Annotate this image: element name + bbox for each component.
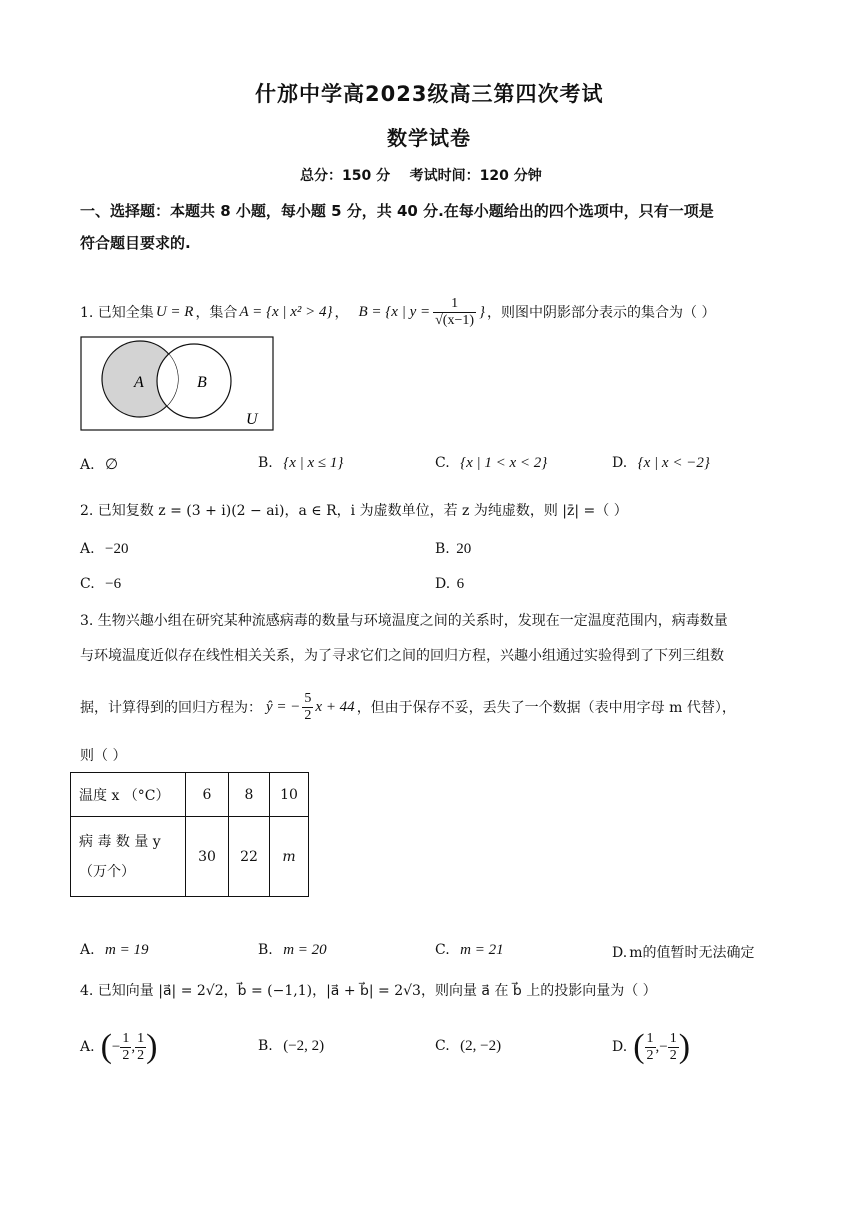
option-key: D. <box>612 1039 628 1055</box>
option-key: C. <box>435 455 450 471</box>
option-text: m = 19 <box>105 942 149 958</box>
option-key: C. <box>435 942 450 958</box>
table-header-line2: （万个） <box>79 863 135 880</box>
q4-option-b[interactable] <box>258 1038 324 1055</box>
q3-eq-num: 5 <box>304 691 312 707</box>
q1-mid: ，集合 <box>195 305 238 321</box>
option-text: (−2, 2) <box>283 1038 325 1054</box>
option-text: m = 21 <box>460 942 504 958</box>
section-heading-line2: 符合题目要求的. <box>80 234 191 252</box>
option-key: B. <box>258 942 273 958</box>
table-row <box>71 773 309 817</box>
option-text: 20 <box>456 541 472 557</box>
table-cell: m <box>270 817 309 897</box>
comma: , <box>131 1038 136 1055</box>
section-heading-line1: 一、选择题：本题共 8 小题，每小题 5 分，共 40 分.在每小题给出的四个选项中，只有一项是 <box>80 202 714 220</box>
option-key: D. <box>612 945 628 961</box>
q4-option-a[interactable] <box>80 1024 157 1070</box>
q1-option-b[interactable] <box>258 455 343 472</box>
q2-option-c[interactable] <box>80 576 121 593</box>
q2-option-a[interactable] <box>80 541 128 558</box>
sign: − <box>111 1038 121 1055</box>
q2-option-b[interactable] <box>435 541 471 558</box>
question-3-line1: 3. 生物兴趣小组在研究某种流感病毒的数量与环境温度之间的关系时，发现在一定温度范围内，病毒数量 <box>80 613 728 629</box>
option-text: {x | 1 < x < 2} <box>460 455 548 471</box>
denominator: 2 <box>137 1047 145 1063</box>
question-1-stem <box>80 290 715 334</box>
q1-prefix: 1. 已知全集 <box>80 305 154 321</box>
q1-option-c[interactable] <box>435 455 547 472</box>
exam-meta: 总分：150 分 考试时间：120 分钟 <box>300 168 542 184</box>
q1-option-d[interactable] <box>612 455 710 472</box>
question-3-line2: 与环境温度近似存在线性相关关系，为了寻求它们之间的回归方程，兴趣小组通过实验得到了下列三组数 <box>80 648 724 664</box>
comma: , <box>655 1038 660 1055</box>
q1-set-b-fraction <box>433 296 476 328</box>
option-text: −6 <box>105 576 122 592</box>
q4-option-c[interactable] <box>435 1038 501 1055</box>
paren-right: ) <box>146 1028 158 1065</box>
option-text: {x | x ≤ 1} <box>283 455 344 471</box>
table-cell-header: 温度 x （°C） <box>71 773 186 817</box>
option-text: {x | x < −2} <box>637 455 710 471</box>
q1-set-b-den: √(x−1) <box>435 312 475 328</box>
paren-right: ) <box>678 1028 691 1065</box>
option-text: ∅ <box>105 457 119 473</box>
q3-eq-den: 2 <box>304 707 312 723</box>
numerator: 1 <box>669 1031 677 1047</box>
option-key: C. <box>80 576 95 592</box>
table-cell: 22 <box>229 817 270 897</box>
option-key: A. <box>80 541 95 557</box>
option-key: A. <box>80 1039 95 1055</box>
venn-label-u: U <box>246 411 258 428</box>
venn-label-a: A <box>134 374 144 391</box>
q3-eq-rhs: x + 44 <box>315 698 355 715</box>
option-key: C. <box>435 1038 450 1054</box>
q3-option-b[interactable] <box>258 942 327 959</box>
denominator: 2 <box>122 1047 130 1063</box>
table-cell: 10 <box>270 773 309 817</box>
question-4-stem: 4. 已知向量 |a⃗| = 2√2，b⃗ = (−1,1)，|a⃗ + b⃗| = 2√3，则向量 a⃗ 在 b⃗ 上的投影向量为（ ） <box>80 983 657 999</box>
numerator: 1 <box>137 1031 145 1047</box>
venn-label-b: B <box>197 374 207 391</box>
option-key: B. <box>435 541 450 557</box>
table-header-line1: 病 毒 数 量 y <box>79 833 161 850</box>
option-text: −20 <box>105 541 129 557</box>
question-3-line3 <box>80 685 736 729</box>
question-2-stem: 2. 已知复数 z = (3 + i)(2 − ai)，a ∈ R，i 为虚数单位，若 z 为纯虚数，则 |z̄| =（ ） <box>80 503 628 519</box>
table-row <box>71 817 309 897</box>
q3-line3-b: ，但由于保存不妥，丢失了一个数据（表中用字母 m 代替）， <box>356 700 736 716</box>
paren-left: ( <box>100 1028 112 1065</box>
denominator: 2 <box>646 1047 654 1063</box>
q1-comma: ， <box>334 305 349 321</box>
q3-option-d[interactable] <box>612 942 754 962</box>
exam-title: 什邡中学高2023级高三第四次考试 <box>255 82 604 106</box>
paren-left: ( <box>633 1028 645 1065</box>
q3-option-a[interactable] <box>80 942 148 959</box>
option-key: B. <box>258 1038 273 1054</box>
table-cell: 30 <box>186 817 229 897</box>
option-text: m = 20 <box>283 942 327 958</box>
q4-option-d[interactable] <box>612 1024 690 1070</box>
q1-option-a[interactable] <box>80 455 118 474</box>
option-text: 6 <box>456 576 465 592</box>
option-text: (2, −2) <box>460 1038 502 1054</box>
table-cell: 8 <box>229 773 270 817</box>
exam-subtitle: 数学试卷 <box>387 126 471 150</box>
q1-set-b-left: B = {x | y = <box>358 303 431 320</box>
option-key: B. <box>258 455 273 471</box>
q3-option-c[interactable] <box>435 942 504 959</box>
q1-set-a: A = {x | x² > 4} <box>239 303 333 320</box>
q3-eq-lhs: ŷ = − <box>266 698 301 715</box>
question-3-line4: 则（ ） <box>80 748 127 764</box>
fraction <box>645 1031 656 1063</box>
q1-set-b-num: 1 <box>433 296 476 312</box>
option-key: D. <box>612 455 628 471</box>
q1-universe: U = R <box>155 303 194 320</box>
q2-option-d[interactable] <box>435 576 464 593</box>
numerator: 1 <box>646 1031 654 1047</box>
table-cell: 6 <box>186 773 229 817</box>
venn-diagram <box>80 336 275 432</box>
fraction <box>668 1031 679 1063</box>
q1-suffix: ，则图中阴影部分表示的集合为（ ） <box>487 305 716 321</box>
q3-data-table <box>70 772 309 897</box>
option-text: m的值暂时无法确定 <box>629 945 755 961</box>
q3-eq-fraction <box>302 691 313 723</box>
option-key: A. <box>80 457 95 473</box>
sign: − <box>659 1038 668 1055</box>
option-key: A. <box>80 942 95 958</box>
fraction <box>120 1031 131 1063</box>
fraction <box>135 1031 146 1063</box>
q3-line3-a: 据，计算得到的回归方程为： <box>80 700 262 716</box>
denominator: 2 <box>669 1047 677 1063</box>
table-cell-header <box>71 817 186 897</box>
option-key: D. <box>435 576 451 592</box>
q1-set-b-right: } <box>479 303 486 320</box>
numerator: 1 <box>122 1031 130 1047</box>
